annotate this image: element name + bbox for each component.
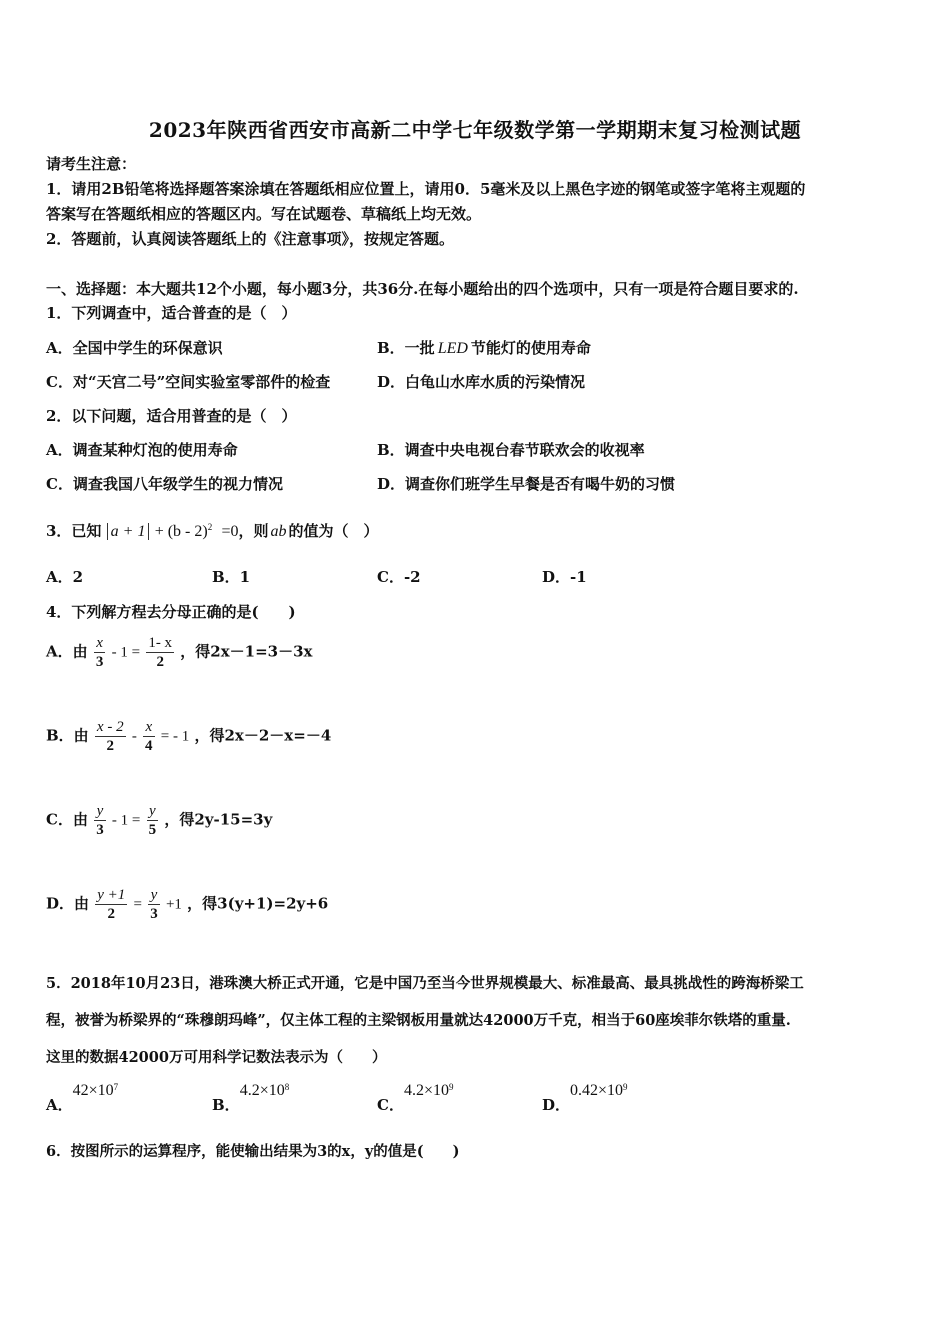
notice-heading: 请考生注意： [46,155,137,173]
q4-c-den-1: 3 [96,822,104,838]
q4-c-fraction-2 [147,802,159,839]
q5-line-2: 程，被誉为桥梁界的“珠穆朗玛峰”，仅主体工程的主梁钢板用量就达42000万千克，相当于60座埃菲尔铁塔的重量. [46,1012,791,1029]
q4-c-den-2: 5 [148,822,157,838]
q3-post2: 的值为（ ） [288,522,379,540]
q5-c-label: C． [377,1096,404,1114]
q4-c-mid: - 1 = [111,812,141,829]
q3-option-a: A．2 [46,568,84,586]
q4-d-den-2: 3 [150,906,158,922]
q4-a-num-1: x [94,634,106,653]
q2-option-c: C．调查我国八年级学生的视力情况 [46,475,283,493]
q2-option-b: B．调查中央电视台春节联欢会的收视率 [377,441,645,459]
q4-c-fraction-1 [94,802,106,839]
q5-b-base: 4.2×10 [239,1082,285,1099]
q5-c-base: 4.2×10 [403,1082,449,1099]
q5-a-base: 42×10 [72,1082,114,1099]
q4-a-fraction-2 [146,634,174,671]
section-heading: 一、选择题：本大题共12个小题，每小题3分，共36分.在每小题给出的四个选项中，只有一项是符合题目要求的. [46,280,799,298]
q4-option-b [46,718,331,755]
q2-option-a: A．调查某种灯泡的使用寿命 [46,441,238,459]
q5-d-base: 0.42×10 [570,1082,624,1099]
q4-d-rhs: +1 [165,896,182,913]
q4-d-mid: = [133,896,142,913]
q1-option-a: A．全国中学生的环保意识 [46,339,223,357]
q4-d-num-1: y +1 [97,887,126,903]
q3-option-d: D．-1 [542,568,587,586]
q1-option-b-pre: B．一批 [377,339,435,357]
q4-d-fraction-1 [95,886,127,923]
q4-a-label: A．由 [46,642,88,661]
q4-c-label: C．由 [46,810,88,829]
q5-option-c [377,1082,453,1115]
q4-d-fraction-2 [148,886,160,923]
q4-a-num-2: 1- x [148,635,173,651]
page-title: 2023年陕西省西安市高新二中学七年级数学第一学期期末复习检测试题 [148,118,802,142]
q4-d-label: D．由 [46,894,90,913]
q4-c-result: ，得2y-15=3y [164,810,273,829]
q4-a-den-2: 2 [156,654,164,670]
q4-d-num-2: y [148,886,160,905]
q3-ab: ab [270,523,287,540]
q1-option-b-math: LED [437,340,468,357]
q5-a-exp: 7 [113,1082,119,1092]
q5-option-a [46,1082,118,1115]
q5-option-b [212,1082,289,1115]
q5-d-label: D． [542,1096,571,1114]
notice-line-2: 2．答题前，认真阅读答题纸上的《注意事项》，按规定答题。 [46,230,454,248]
q1-option-b [377,337,591,358]
q3-abs-expr: a + 1 [107,523,150,540]
q5-c-exp: 9 [448,1082,454,1092]
notice-line-1: 1．请用2B铅笔将选择题答案涂填在答题纸相应位置上，请用0．5毫米及以上黑色字迹的钢笔或签字笔将主观题的 [46,180,806,198]
q4-d-result: ，得3(y+1)=2y+6 [187,894,329,913]
q4-a-result: ，得2x－1=3－3x [180,642,313,661]
q1-option-b-post: 节能灯的使用寿命 [470,339,591,357]
q3-post1: ，则 [238,522,269,540]
q6-stem: 6．按图所示的运算程序，能使输出结果为3的x，y的值是( ) [46,1143,460,1160]
q5-line-1: 5．2018年10月23日，港珠澳大桥正式开通，它是中国乃至当今世界规模最大、标准最高、最具挑战性的跨海桥梁工 [46,975,804,992]
q3-option-b: B．1 [212,568,251,586]
q4-b-den-1: 2 [106,738,114,754]
q4-option-a [46,634,313,671]
q4-b-fraction-2 [143,718,155,755]
q3-exponent: 2 [207,522,213,532]
q4-b-fraction-1 [95,718,126,755]
q1-option-c: C．对“天宫二号”空间实验室零部件的检查 [46,373,331,391]
q4-b-mid: - [131,728,137,745]
q5-a-label: A． [46,1096,73,1114]
q4-option-d [46,886,328,923]
q4-a-fraction-1 [94,634,106,671]
q3-option-c: C．-2 [377,568,421,586]
q1-stem: 1．下列调查中，适合普查的是（ ） [46,304,297,322]
q4-b-label: B．由 [46,726,89,745]
q4-d-den-1: 2 [107,906,116,922]
q4-stem: 4．下列解方程去分母正确的是( ) [46,603,296,621]
q4-b-num-1: x - 2 [96,719,124,735]
q4-c-num-2: y [147,802,159,821]
q5-d-exp: 9 [623,1082,628,1092]
q4-a-den-1: 3 [95,654,104,670]
q2-stem: 2．以下问题，适合用普查的是（ ） [46,407,297,425]
q4-b-rhs: = - 1 [160,728,190,745]
q4-b-num-2: x [143,718,155,737]
q4-b-den-2: 4 [145,738,153,754]
q4-b-result: ，得2x－2－x=－4 [194,726,332,745]
q5-b-exp: 8 [284,1082,290,1092]
q3-equals-zero: =0 [221,523,239,540]
q2-option-d: D．调查你们班学生早餐是否有喝牛奶的习惯 [377,475,676,493]
q3-square-expr: + (b - 2) [154,523,208,540]
q4-a-mid: - 1 = [111,644,141,661]
q5-b-label: B． [212,1096,240,1114]
q4-option-c [46,802,272,839]
q3-stem [46,512,379,547]
q1-option-d: D．白龟山水库水质的污染情况 [377,373,586,391]
q5-line-3: 这里的数据42000万可用科学记数法表示为（ ） [46,1049,387,1066]
notice-line-1b: 答案写在答题纸相应的答题区内。写在试题卷、草稿纸上均无效。 [46,205,482,223]
q4-c-num-1: y [94,802,106,821]
q5-option-d [542,1082,628,1115]
q3-pre: 3．已知 [46,522,102,540]
